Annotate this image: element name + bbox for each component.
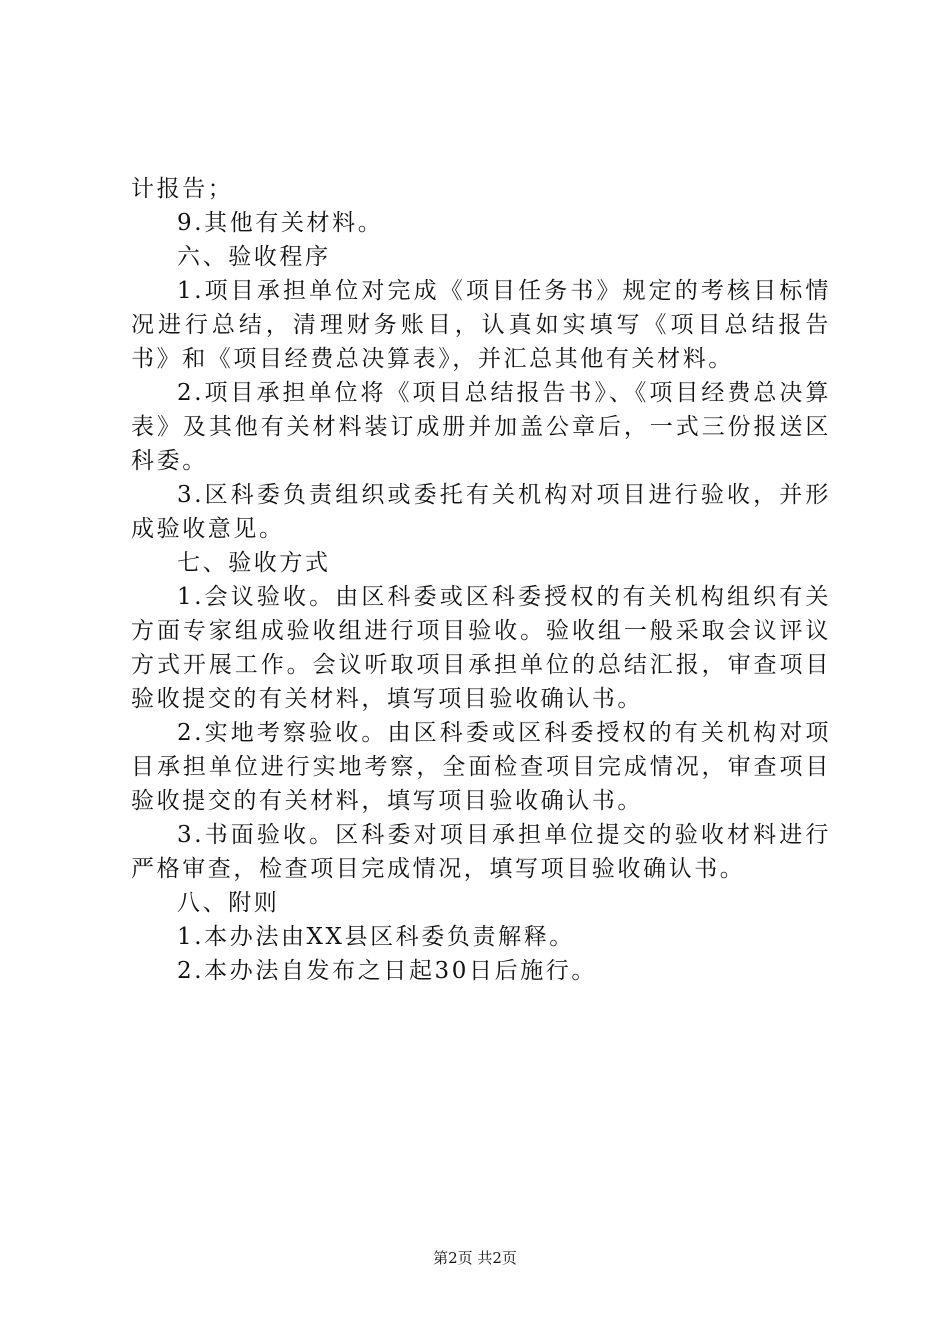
procedure-item-3: 3.区科委负责组织或委托有关机构对项目进行验收，并形成验收意见。: [131, 482, 831, 542]
provision-item-1: 1.本办法由XX县区科委负责解释。: [177, 924, 575, 950]
provision-item-2: 2.本办法自发布之日起30日后施行。: [177, 958, 598, 984]
list-item-other-materials: 9.其他有关材料。: [177, 210, 384, 236]
method-item-meeting: 1.会议验收。由区科委或区科委授权的有关机构组织有关方面专家组成验收组进行项目验收。验收组一般采取会议评议方式开展工作。会议听取项目承担单位的总结汇报，审查项目验收提交的有关材料，填写项目验收确认书。: [131, 584, 831, 712]
section-heading-acceptance-methods: 七、验收方式: [177, 550, 331, 576]
method-item-field-inspection: 2.实地考察验收。由区科委或区科委授权的有关机构对项目承担单位进行实地考察，全面检查项目完成情况，审查项目验收提交的有关材料，填写项目验收确认书。: [131, 720, 831, 814]
procedure-item-1: 1.项目承担单位对完成《项目任务书》规定的考核目标情况进行总结，清理财务账目，认真如实填写《项目总结报告书》和《项目经费总决算表》，并汇总其他有关材料。: [131, 278, 831, 372]
section-heading-acceptance-procedure: 六、验收程序: [177, 244, 331, 270]
document-body: [131, 172, 831, 988]
procedure-item-2: 2.项目承担单位将《项目总结报告书》、《项目经费总决算表》及其他有关材料装订成册并加盖公章后，一式三份报送区科委。: [131, 380, 831, 474]
page-footer: 第2页 共2页: [433, 1249, 517, 1267]
paragraph-continuation: 计报告；: [131, 176, 234, 202]
section-heading-supplementary-provisions: 八、附则: [177, 890, 280, 916]
method-item-written: 3.书面验收。区科委对项目承担单位提交的验收材料进行严格审查，检查项目完成情况，填写项目验收确认书。: [131, 822, 831, 882]
